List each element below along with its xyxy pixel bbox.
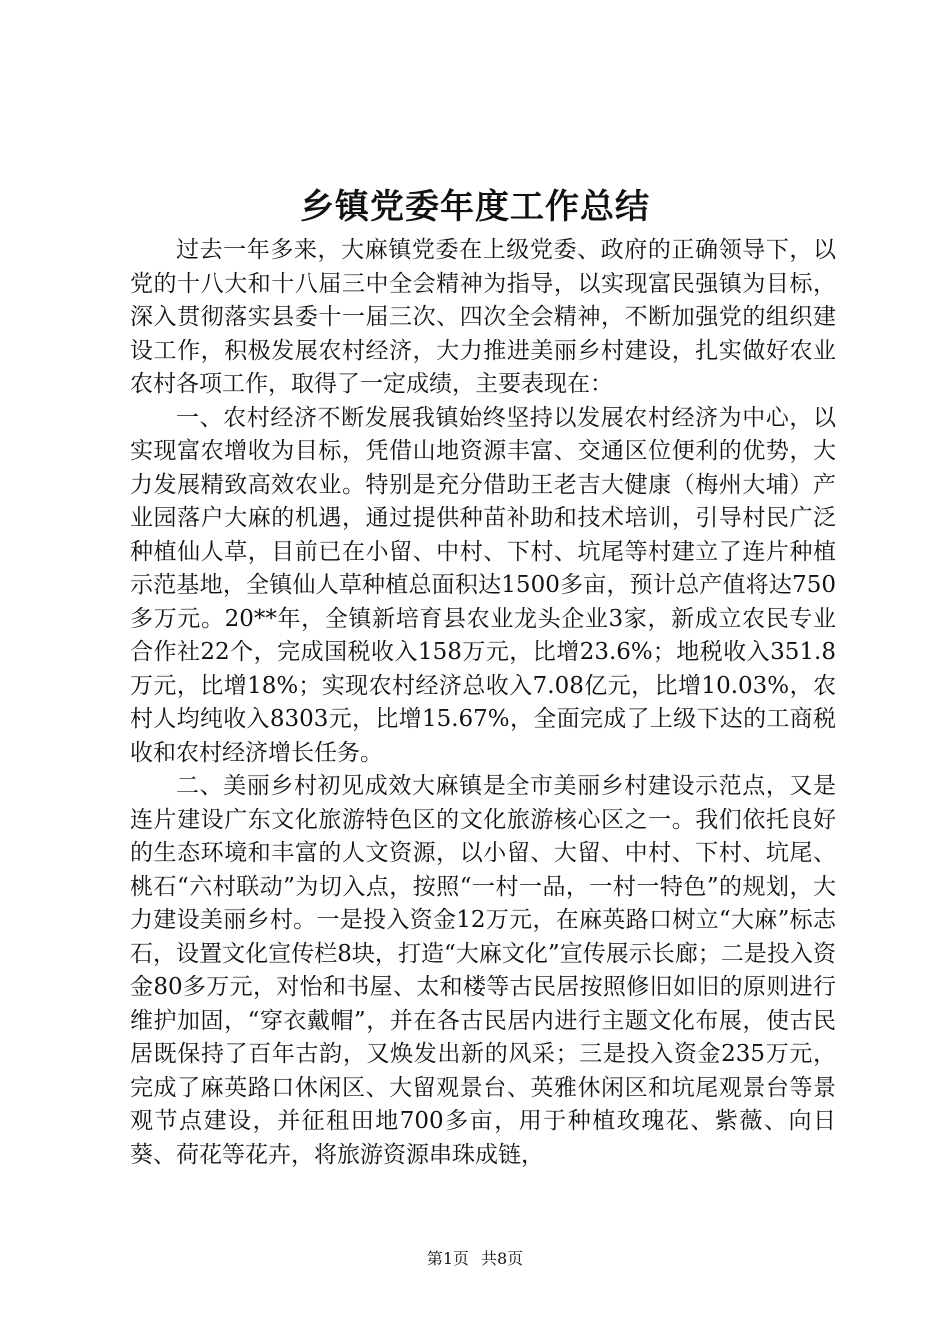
page-number: 第1页	[426, 1249, 469, 1268]
paragraph-rural-economy: 一、农村经济不断发展我镇始终坚持以发展农村经济为中心，以实现富农增收为目标，凭借山地资源丰富、交通区位便利的优势，大力发展精致高效农业。特别是充分借助王老吉大健康（梅州大埔）产业园落户大麻的机遇，通过提供种苗补助和技术培训，引导村民广泛种植仙人草，目前已在小留、中村、下村、坑尾等村建立了连片种植示范基地，全镇仙人草种植总面积达1500多亩，预计总产值将达750多万元。20**年，全镇新培育县农业龙头企业3家，新成立农民专业合作社22个，完成国税收入158万元，比增23.6%；地税收入351.8万元，比增18%；实现农村经济总收入7.08亿元，比增10.03%，农村人均纯收入8303元，比增15.67%，全面完成了上级下达的工商税收和农村经济增长任务。	[130, 404, 836, 766]
page-total: 共8页	[481, 1249, 524, 1268]
page-footer	[0, 1248, 950, 1270]
document-title: 乡镇党委年度工作总结	[300, 187, 650, 227]
paragraph-beautiful-village: 二、美丽乡村初见成效大麻镇是全市美丽乡村建设示范点，又是连片建设广东文化旅游特色区的文化旅游核心区之一。我们依托良好的生态环境和丰富的人文资源，以小留、大留、中村、下村、坑尾、桃石“六村联动”为切入点，按照“一村一品，一村一特色”的规划，大力建设美丽乡村。一是投入资金12万元，在麻英路口树立“大麻”标志石，设置文化宣传栏8块，打造“大麻文化”宣传展示长廊；二是投入资金80多万元，对怡和书屋、太和楼等古民居按照修旧如旧的原则进行维护加固，“穿衣戴帽”，并在各古民居内进行主题文化布展，使古民居既保持了百年古韵，又焕发出新的风采；三是投入资金235万元，完成了麻英路口休闲区、大留观景台、英雅休闲区和坑尾观景台等景观节点建设，并征租田地700多亩，用于种植玫瑰花、紫薇、向日葵、荷花等花卉，将旅游资源串珠成链，	[130, 773, 836, 1168]
paragraph-intro: 过去一年多来，大麻镇党委在上级党委、政府的正确领导下，以党的十八大和十八届三中全会精神为指导，以实现富民强镇为目标，深入贯彻落实县委十一届三次、四次全会精神，不断加强党的组织建设工作，积极发展农村经济，大力推进美丽乡村建设，扎实做好农业农村各项工作，取得了一定成绩，主要表现在：	[130, 237, 836, 397]
document-body	[130, 234, 836, 1172]
